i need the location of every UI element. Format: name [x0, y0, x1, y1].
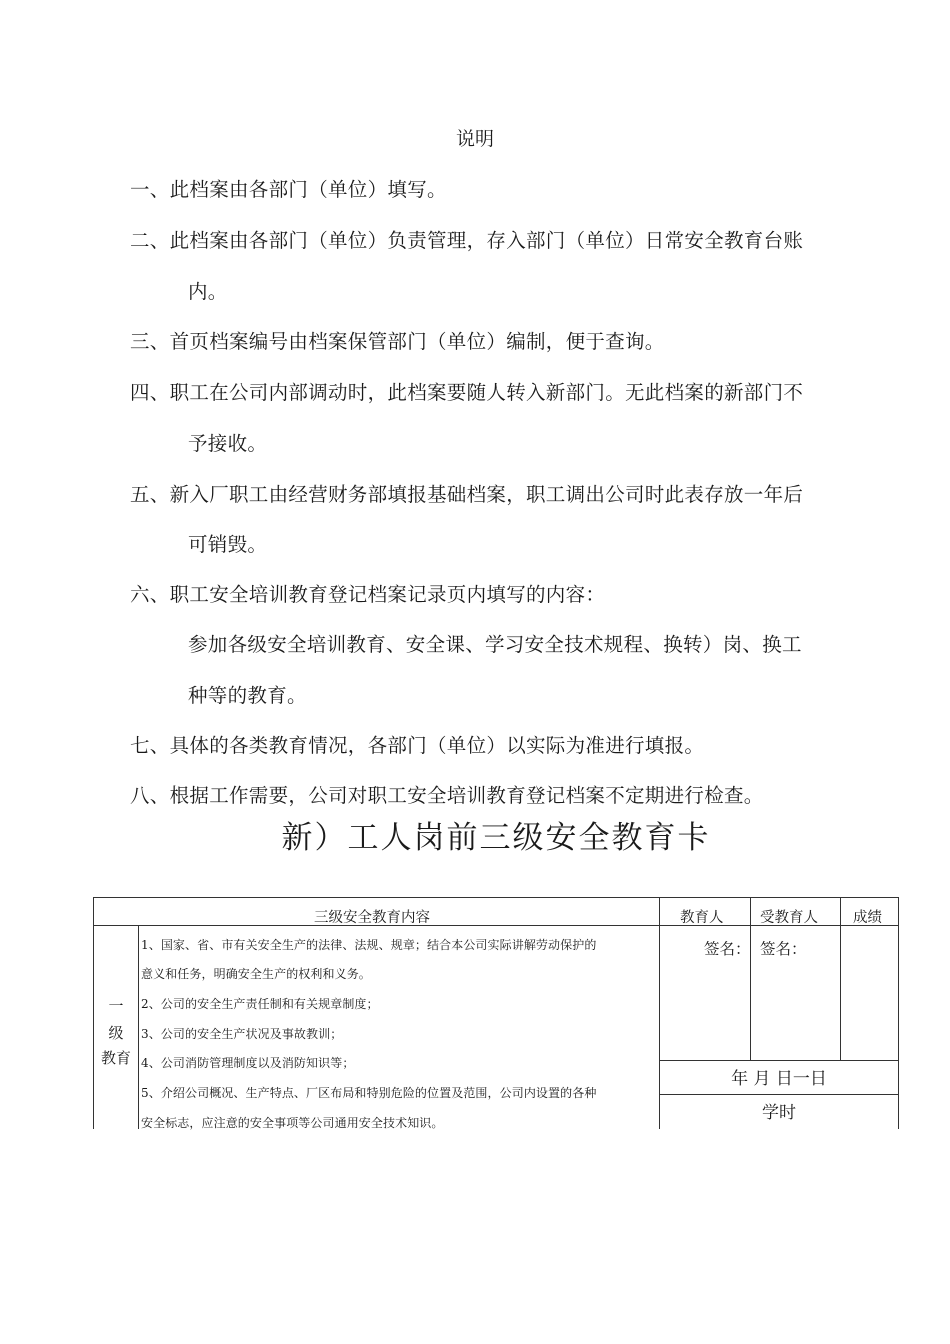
explanation-title: 说明: [455, 128, 494, 150]
educator-signature: 签名：: [704, 940, 751, 958]
education-hours: 学时: [762, 1103, 796, 1123]
level1-line-4: 3、公司的安全生产状况及事故教训；: [141, 1027, 343, 1041]
level1-line-5: 4、公司消防管理制度以及消防知识等；: [141, 1056, 355, 1070]
card-title: 新）工人岗前三级安全教育卡: [281, 820, 711, 856]
level1-label-char-3: 教育: [100, 1049, 131, 1067]
explanation-item-4: 四、职工在公司内部调动时，此档案要随人转入新部门。无此档案的新部门不: [130, 381, 804, 404]
trainee-signature: 签名：: [760, 940, 807, 958]
explanation-item-2-cont: 内。: [188, 280, 228, 303]
level1-label-char-1: 一: [108, 997, 124, 1015]
explanation-item-5: 五、新入厂职工由经营财务部填报基础档案，职工调出公司时此表存放一年后: [130, 483, 804, 506]
explanation-item-8: 八、根据工作需要，公司对职工安全培训教育登记档案不定期进行检查。: [130, 784, 764, 807]
level1-line-1: 1、国家、省、市有关安全生产的法律、法规、规章；结合本公司实际讲解劳动保护的: [141, 938, 597, 952]
header-trainee: 受教育人: [760, 910, 818, 926]
level1-line-6: 5、介绍公司概况、生产特点、厂区布局和特别危险的位置及范围，公司内设置的各种: [141, 1086, 597, 1100]
header-content: 三级安全教育内容: [314, 910, 430, 926]
explanation-item-7: 七、具体的各类教育情况，各部门（单位）以实际为准进行填报。: [130, 734, 705, 757]
level1-label-char-2: 级: [108, 1024, 124, 1042]
level1-line-3: 2、公司的安全生产责任制和有关规章制度；: [141, 997, 379, 1011]
explanation-item-6-cont: 种等的教育。: [188, 684, 307, 707]
level1-line-2: 意义和任务，明确安全生产的权利和义务。: [141, 967, 371, 981]
explanation-item-5-cont: 可销毁。: [188, 533, 268, 556]
level1-line-7: 安全标志，应注意的安全事项等公司通用安全技术知识。: [141, 1116, 444, 1130]
explanation-item-6-detail: 参加各级安全培训教育、安全课、学习安全技术规程、换转）岗、换工: [188, 633, 802, 656]
header-score: 成绩: [853, 910, 882, 926]
explanation-item-4-cont: 予接收。: [188, 432, 268, 455]
header-educator: 教育人: [680, 910, 724, 926]
explanation-item-3: 三、首页档案编号由档案保管部门（单位）编制，便于查询。: [130, 330, 665, 353]
education-date: 年 月 日一日: [731, 1069, 827, 1089]
explanation-item-1: 一、此档案由各部门（单位）填写。: [130, 178, 447, 201]
explanation-item-2: 二、此档案由各部门（单位）负责管理，存入部门（单位）日常安全教育台账: [130, 229, 804, 252]
explanation-item-6: 六、职工安全培训教育登记档案记录页内填写的内容：: [130, 583, 606, 606]
